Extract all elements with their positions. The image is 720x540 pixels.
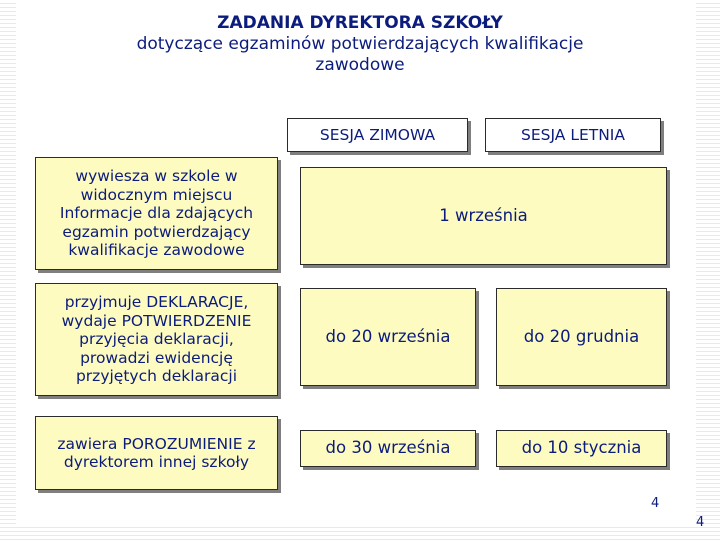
task-text-1: wywiesza w szkole w widocznym miejscu Informacje dla zdających egzamin potwierdzający kwalifikacje zawodowe (59, 167, 254, 260)
task-cell-1 (35, 157, 278, 270)
page-number-corner: 4 (696, 515, 705, 530)
date-winter-text-3: do 30 września (325, 438, 451, 458)
page-number: 4 (651, 496, 660, 511)
date-winter-text-2: do 20 września (325, 326, 451, 346)
title-line-3: zawodowe (315, 55, 405, 75)
header-winter-label: SESJA ZIMOWA (319, 126, 436, 144)
date-cell-winter-2 (300, 288, 476, 386)
task-text-2: przyjmuje DEKLARACJE, wydaje POTWIERDZENIE przyjęcia deklaracji, prowadzi ewidencję przyjętych deklaracji (61, 293, 252, 386)
task-cell-3 (35, 416, 278, 490)
title-line-1: ZADANIA DYREKTORA SZKOŁY (217, 13, 503, 33)
date-cell-both-sessions (300, 167, 667, 265)
date-summer-text-3: do 10 stycznia (521, 438, 642, 458)
header-summer-label: SESJA LETNIA (521, 126, 625, 144)
date-summer-text-2: do 20 grudnia (523, 326, 640, 346)
date-cell-summer-2 (496, 288, 667, 386)
date-cell-summer-3 (496, 430, 667, 467)
task-cell-2 (35, 283, 278, 396)
header-winter-session (287, 118, 468, 152)
task-text-3: zawiera POROZUMIENIE z dyrektorem innej szkoły (57, 434, 256, 471)
date-cell-winter-3 (300, 430, 476, 467)
slide-title (0, 13, 720, 76)
title-line-2: dotyczące egzaminów potwierdzających kwalifikacje (136, 34, 584, 54)
date-both-text: 1 września (439, 205, 528, 225)
header-summer-session (485, 118, 661, 152)
